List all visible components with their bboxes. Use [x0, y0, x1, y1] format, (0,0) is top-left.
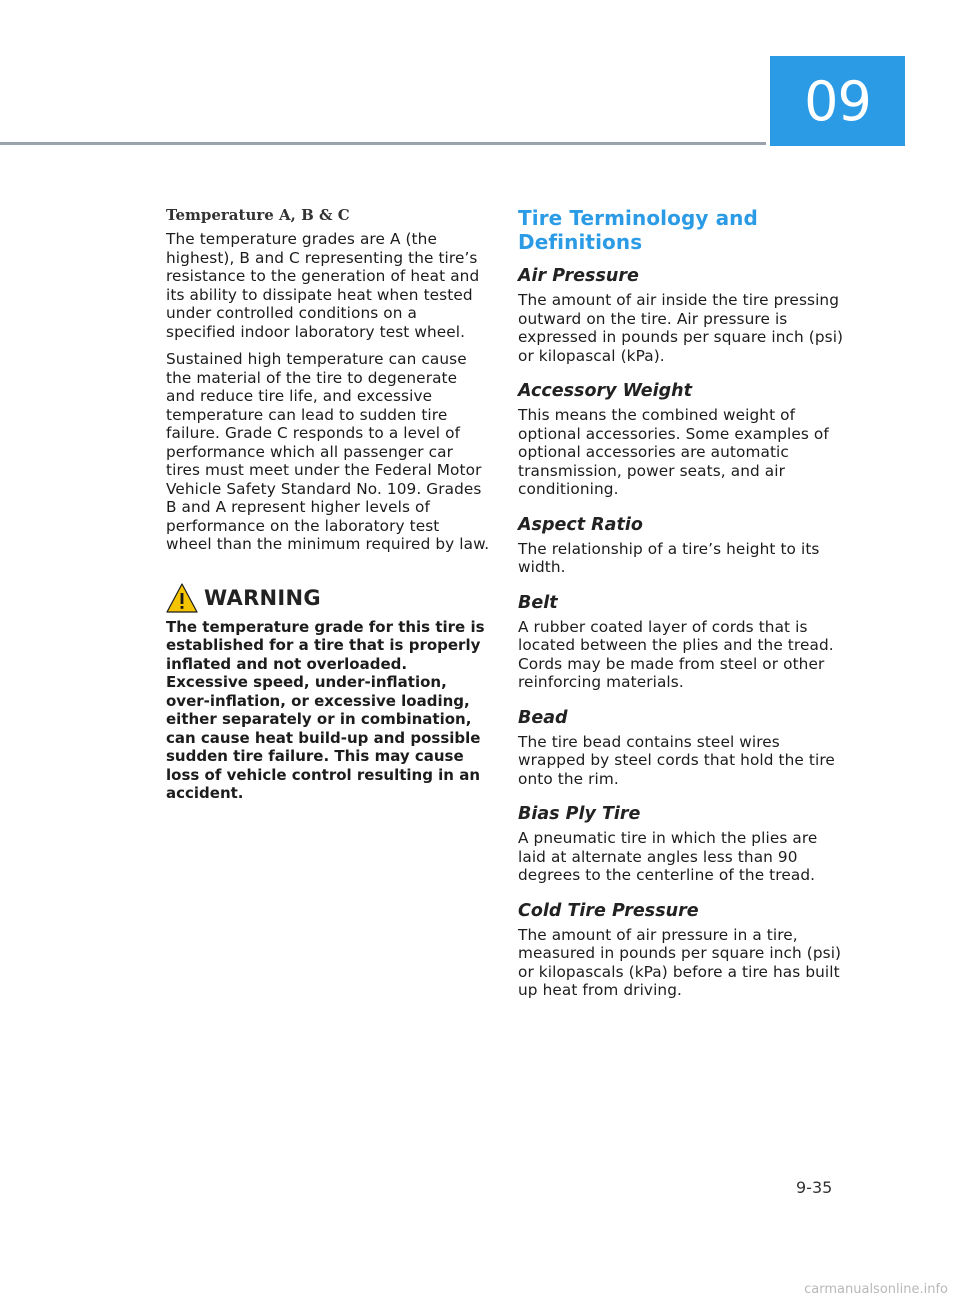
- section-title: Tire Terminology and Definitions: [518, 206, 758, 254]
- page-number: 9-35: [796, 1178, 833, 1197]
- paragraph: Sustained high temperature can cause the material of the tire to degenerate and reduce tire life, and excessive temperature can lead to sudden tire failure. Grade C responds to a level of performance which all passenger car tires must meet under the Federal Motor Vehicle Safety Standard No. 109. Grades B and A represent higher levels of performance on the laboratory test wheel than the minimum required by law.: [166, 350, 490, 553]
- term-heading: Cold Tire Pressure: [518, 900, 699, 921]
- warning-triangle-icon: [166, 582, 198, 614]
- warning-body: The temperature grade for this tire is established for a tire that is properly inflated and not overloaded. Excessive speed, under-inflation, over-inflation, or excessive loading, either separately or in combination, can cause heat build-up and possible sudden tire failure. This may cause loss of vehicle control resulting in an accident.: [166, 617, 485, 802]
- term-definition: This means the combined weight of optional accessories. Some examples of optional accessories are automatic transmission, power seats, and air conditioning.: [518, 406, 829, 498]
- term-heading: Bead: [518, 707, 568, 728]
- paragraph: The temperature grades are A (the highest), B and C representing the tire’s resistance to the generation of heat and its ability to dissipate heat when tested under controlled conditions on a specified indoor laboratory test wheel.: [166, 230, 480, 341]
- watermark: carmanualsonline.info: [804, 1282, 948, 1297]
- term-heading: Accessory Weight: [518, 381, 693, 401]
- term-definition: A pneumatic tire in which the plies are laid at alternate angles less than 90 degrees to the centerline of the tread.: [518, 829, 818, 884]
- term-heading: Air Pressure: [518, 266, 639, 286]
- term-heading: Belt: [518, 592, 558, 613]
- right-column: [518, 206, 844, 1016]
- header-rule: [0, 142, 766, 145]
- warning-title: WARNING: [204, 585, 321, 610]
- term-heading: Aspect Ratio: [518, 514, 643, 535]
- term-definition: The amount of air inside the tire pressing outward on the tire. Air pressure is expressed in pounds per square inch (psi) or kilopascal (kPa).: [518, 291, 844, 365]
- left-column: [166, 206, 490, 803]
- term-definition: A rubber coated layer of cords that is located between the plies and the tread. Cords may be made from steel or other reinforcing materials.: [518, 617, 834, 691]
- term-definition: The tire bead contains steel wires wrapped by steel cords that hold the tire onto the rim.: [518, 732, 835, 788]
- term-definition: The amount of air pressure in a tire, measured in pounds per square inch (psi) or kilopascals (kPa) before a tire has built up heat from driving.: [518, 925, 842, 999]
- warning-header: [166, 582, 490, 614]
- term-definition: The relationship of a tire’s height to its width.: [518, 539, 820, 576]
- chapter-tab: 09: [770, 56, 905, 146]
- temperature-heading: Temperature A, B & C: [166, 206, 350, 224]
- term-heading: Bias Ply Tire: [518, 804, 641, 824]
